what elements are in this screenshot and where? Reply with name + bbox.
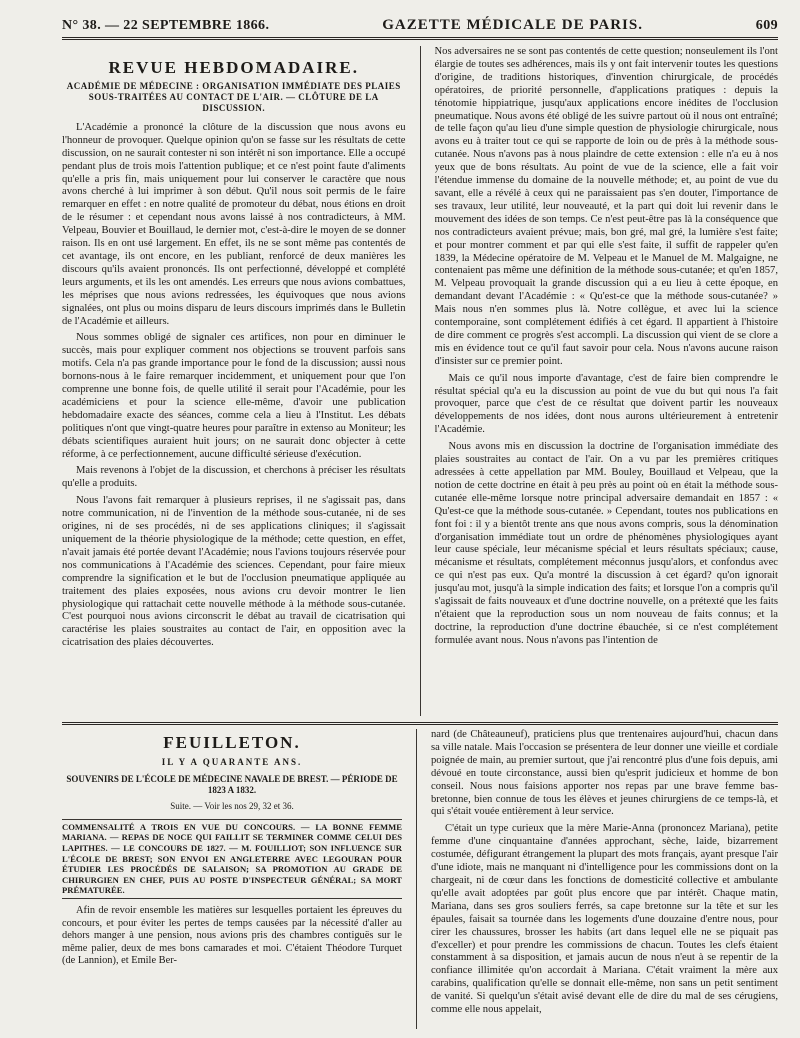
column-divider [416, 729, 417, 1029]
page-number: 609 [755, 18, 778, 33]
feuilleton-suite: Suite. — Voir les nos 29, 32 et 36. [170, 801, 294, 812]
revue-paragraph: Nos adversaires ne se sont pas contentés de cette question; nonseulement ils l'ont élargie de toutes ses adhérences, mais ils y ont fait intervenir toutes les questions d'origine, de traditions historiques, d'invention chirurgicale, de procédés opératoires, de priorité personnelle, d'applications pratiques : depuis la ténotomie hippiatrique, jusqu'aux applications encore inédites de l'occlusion pneumatique. Nous avons été obligé de les suivre partout où il nous ont entraîné; de telle façon qu'au lieu d'une simple question de physiologie chirurgicale, nous avons eu à traiter tout ce qui se rapporte de loin ou de près à la méthode sous-cutanée. Nous n'avons pas à nous plaindre de cette extension : elle n'a eu à nos yeux que de bons résultats. Au point de vue de la science, elle a fait voir l'étendue immense du domaine de la nouvelle méthode; et, au point de vue du savant, elle a révélé à ceux qui ne paraissaient pas s'en douter, l'importance de ses travaux, leur utilité, leur nouveauté, et la part qui doit lui revenir dans le mouvement des idées de son temps. Ce n'est peut-être pas là la conséquence que nos contradicteurs avaient prévue; mais, bon gré, mal gré, la lumière s'est faite; et pour montrer comment et par qui elle s'est faite, il suffit de rappeler qu'en 1839, la Médecine opératoire de M. Velpeau et le Manuel de M. Malgaigne, ne contenaient pas même une définition de la méthode sous-cutanée; et qu'en 1857, M. Velpeau provoquait la grande discussion qui a eu lieu à cette époque, en demandant devant l'Académie : « Qu'est-ce que la méthode sous-cutanée? » Mais nous n'en sommes plus là. Notre collègue, et avec lui la science contemporaine, sont complétement édifiés à cet égard. Il appartient à l'histoire de dire comment ce progrès s'est accompli. La discussion qui vient de se clore a mis en évidence tout ce qu'il faut savoir pour cela. Nous n'avons aucune raison d'insister sur ce premier point. [434, 46, 778, 367]
feuilleton-summary: COMMENSALITÉ A TROIS EN VUE DU CONCOURS. — LA BONNE FEMME MARIANA. — REPAS DE NOCE QUI FAILLIT SE TERMINER COMME CELUI DES LAPITHES. — LE CONCOURS DE 1827. — M. FOUILLIOT; SON INFLUENCE SUR L'ÉCOLE DE BREST; SON ENVOI EN ANGLETERRE AVEC LEGOURAN POUR ÉTUDIER LES PROCÉDÉS DE SALAISON; SA PROMOTION AU GRADE DE CHIRURGIEN EN CHEF, PUIS AU POSTE D'INSPECTEUR GÉNÉRAL; SA MORT PRÉMATURÉE. [62, 819, 402, 899]
feuilleton-kicker: IL Y A QUARANTE ANS. [161, 756, 303, 767]
revue-paragraph: Mais ce qu'il nous importe d'avantage, c'est de faire bien comprendre le résultat spécial qu'a eu la discussion au point de vue du but qui nous l'a fait provoquer, parce que c'est de ce résultat que doivent partir les nouveaux développements de nos idées, dont nous aurons ultérieurement à entretenir l'Académie. [434, 372, 778, 436]
journal-title: GAZETTE MÉDICALE DE PARIS. [382, 17, 643, 33]
page-header [62, 0, 778, 40]
feuilleton-right-column [431, 729, 778, 1029]
revue-paragraph: Nous l'avons fait remarquer à plusieurs reprises, il ne s'agissait pas, dans notre communication, ni de l'invention de la méthode sous-cutanée, ni de ses origines, ni de ses procédés, ni de ses applications cliniques; il s'agissait uniquement de la théorie physiologique de la méthode; cette question, en effet, n'avait jamais été portée devant l'Académie; nous l'avions toujours réservée pour nos communications à l'Académie des sciences. Cependant, pour faire mieux comprendre la signification et le but de l'occlusion pneumatique appliquée au traitement des plaies exposées, nous avions cru devoir montrer le lien physiologique qui rattachait cette nouvelle méthode à la méthode sous-cutanée. C'est pourquoi nous avions circonscrit le débat au travail de cicatrisation qui caractérise les plaies soustraites au contact de l'air, en opposition avec la cicatrisation des plaies découvertes. [62, 495, 406, 649]
revue-paragraph: Mais revenons à l'objet de la discussion, et cherchons à préciser les résultats qu'elle a produits. [62, 465, 406, 490]
revue-right-column [435, 46, 779, 716]
feuilleton-paragraph: nard (de Châteauneuf), praticiens plus que trentenaires aujourd'hui, chacun dans sa ville natale. Mais l'occasion se présentera de leur donner une vieille et cordiale poignée de main, au premier surtout, que j'ai rencontré plus d'une fois depuis, ami dévoué en toute circonstance, aussi bien qu'esprit judicieux et homme de bon conseil. Nous nous faisions apporter nos repas par une brave femme bas-bretonne, bien connue de tous les élèves et jeunes chirurgiens de ce temps-là, et qui s'était vouée entièrement à leur service. [431, 729, 778, 818]
revue-subtitle: ACADÉMIE DE MÉDECINE : ORGANISATION IMMÉDIATE DES PLAIES SOUS-TRAITÉES AU CONTACT DE L'AIR. — CLÔTURE DE LA DISCUSSION. [66, 80, 401, 113]
feuilleton-paragraph: Afin de revoir ensemble les matières sur lesquelles portaient les épreuves du concours, et pour éviter les pertes de temps causées par la nécessité d'aller au dehors manger à une pension, nous avions pris des chambres contiguës sur le même palier, deux de mes bons camarades et moi. C'étaient Théodore Turquet (de Lannion), et Emile Ber- [62, 904, 402, 967]
issue-number: N° 38. — 22 SEPTEMBRE 1866. [62, 18, 270, 33]
revue-paragraph: Nous avons mis en discussion la doctrine de l'organisation immédiate des plaies soustraites au contact de l'air. On a vu par les premières critiques adressées à cette appellation par MM. Bouley, Bouillaud et Velpeau, que la notion de cette doctrine en était à peu près au point où en était la méthode sous-cutanée elle-même lorsque notre principal adversaire demandait en 1857 : « Qu'est-ce que la méthode sous-cutanée. » Cependant, toutes nos publications en font foi : il y a bientôt trente ans que nous avons compris, sous la dénomination d'organisation immédiate tout un ordre de phénomènes physiologiques ayant leur cause spéciale, leur mécanisme spécial et leurs résultats spéciaux; cause, mécanisme et résultats, complétement méconnus jusqu'alors, et confondus avec ce qui n'est pas eux. Qu'a montré la discussion à cet égard? qu'on ignorait jusqu'au mot, jusqu'à la simple indication des faits; et lorsque l'on a compris qu'il s'agissait de faits nouveaux et d'une doctrine nouvelle, on a prétexté que les faits n'étaient que la reproduction sous un nom nouveau de faits connus; et la doctrine, la reproduction d'une doctrine ébauchée, si ce n'est complétement formulée avant nous. Nous n'avons pas l'intention de [434, 441, 778, 646]
revue-left-column [62, 46, 406, 716]
column-divider [420, 46, 421, 716]
revue-paragraph: Nous sommes obligé de signaler ces artifices, non pour en diminuer le succès, mais pour expliquer comment nos objections se trouvent parfois sans motifs. Cela n'a pas grande importance pour le fond de la discussion; aussi nous bornons-nous à le faire remarquer incidemment, et uniquement pour que l'on comprenne une bonne fois, de quelle utilité il serait pour l'Académie, pour les académiciens et pour la science elle-même, d'avoir une publication hebdomadaire exacte des séances, comme cela a lieu à l'Institut. Les débats politiques n'ont que vingt-quatre heures pour paraître in extenso au Moniteur; les débats scientifiques auraient huit jours; on ne saurait donc objecter à cette réforme, à ce perfectionnement, aucune difficulté sérieuse d'exécution. [62, 332, 406, 460]
feuilleton-left-column [62, 729, 402, 1029]
section-divider [62, 722, 778, 725]
feuilleton-souvenirs: SOUVENIRS DE L'ÉCOLE DE MÉDECINE NAVALE DE BREST. — PÉRIODE DE 1823 A 1832. [66, 774, 398, 796]
feuilleton-paragraph: C'était un type curieux que la mère Marie-Anna (prononcez Mariana), petite femme d'une cinquantaine d'années approchant, sèche, laide, bizarrement costumée, défigurant étrangement la plupart des mots français, ayant presque l'air d'une idiote, mais ne manquant ni d'intelligence pour les commissions dont on la chargeait, ni de cœur dans les fonctions de domesticité collective et ambulante qu'elle avait adoptées par goût plus encore que par intérêt. Chaque matin, Mariana, dans ses gros souliers ferrés, sa cape bretonne sur la tête et sur les épaules, faisait sa tournée dans les logements d'une douzaine d'entre nous, pour cirer les chaussures, brosser les habits (art dans lequel elle ne se piquait pas d'exceller) et pour prendre les commissions de chacun. Toutes les clefs étaient constamment à sa disposition, et jamais aucun de nous n'eut à se repentir de la confiance illimitée qu'on accordait à Mariana. C'était vraiment la mère aux carabins, qualification qu'elle se donnait elle-même, non sans un petit sentiment de vanité. Si quelqu'un s'était avisé devant elle de dire du mal de ses cérugiens, comme elle nous appelait, [431, 823, 778, 1016]
revue-title: REVUE HEBDOMADAIRE. [108, 58, 360, 77]
feuilleton-title: FEUILLETON. [163, 733, 301, 752]
feuilleton-section [62, 729, 778, 1029]
upper-columns [62, 46, 778, 716]
revue-paragraph: L'Académie a prononcé la clôture de la discussion que nous avons eu l'honneur de provoquer. Quelque opinion qu'on se fasse sur les résultats de cette discussion, on ne saurait contester ni son intérêt ni son importance. Elle a occupé pendant plus de trois mois l'attention publique; et ce n'est point faute d'aliments qu'elle a pris fin, mais uniquement pour lui conserver le caractère que nous avons cherché à lui imprimer à son début. Qu'il nous soit permis de le faire remarquer en effet : en notre qualité de promoteur du débat, nous étions en droit de le résumer : et cependant nous avons laissé à nos contradicteurs, à MM. Velpeau, Bouvier et Bouillaud, le dernier mot, c'est-à-dire le moyen de se donner raison. Ils en ont usé largement. En effet, ils ne se sont même pas contentés de cet avantage, ils ont encore, en les publiant, renforcé de deux manières les discours qu'ils avaient prononcés. Ils ont perfectionné, développé et complété leurs arguments, et ils les ont amendés. Les erreurs que nous avions combattues, les méprises que nous avions redressées, les équivoques que nous avions signalées, ont plus ou moins disparu de leurs discours imprimés dans le Bulletin de l'Académie et ailleurs. [62, 121, 406, 327]
